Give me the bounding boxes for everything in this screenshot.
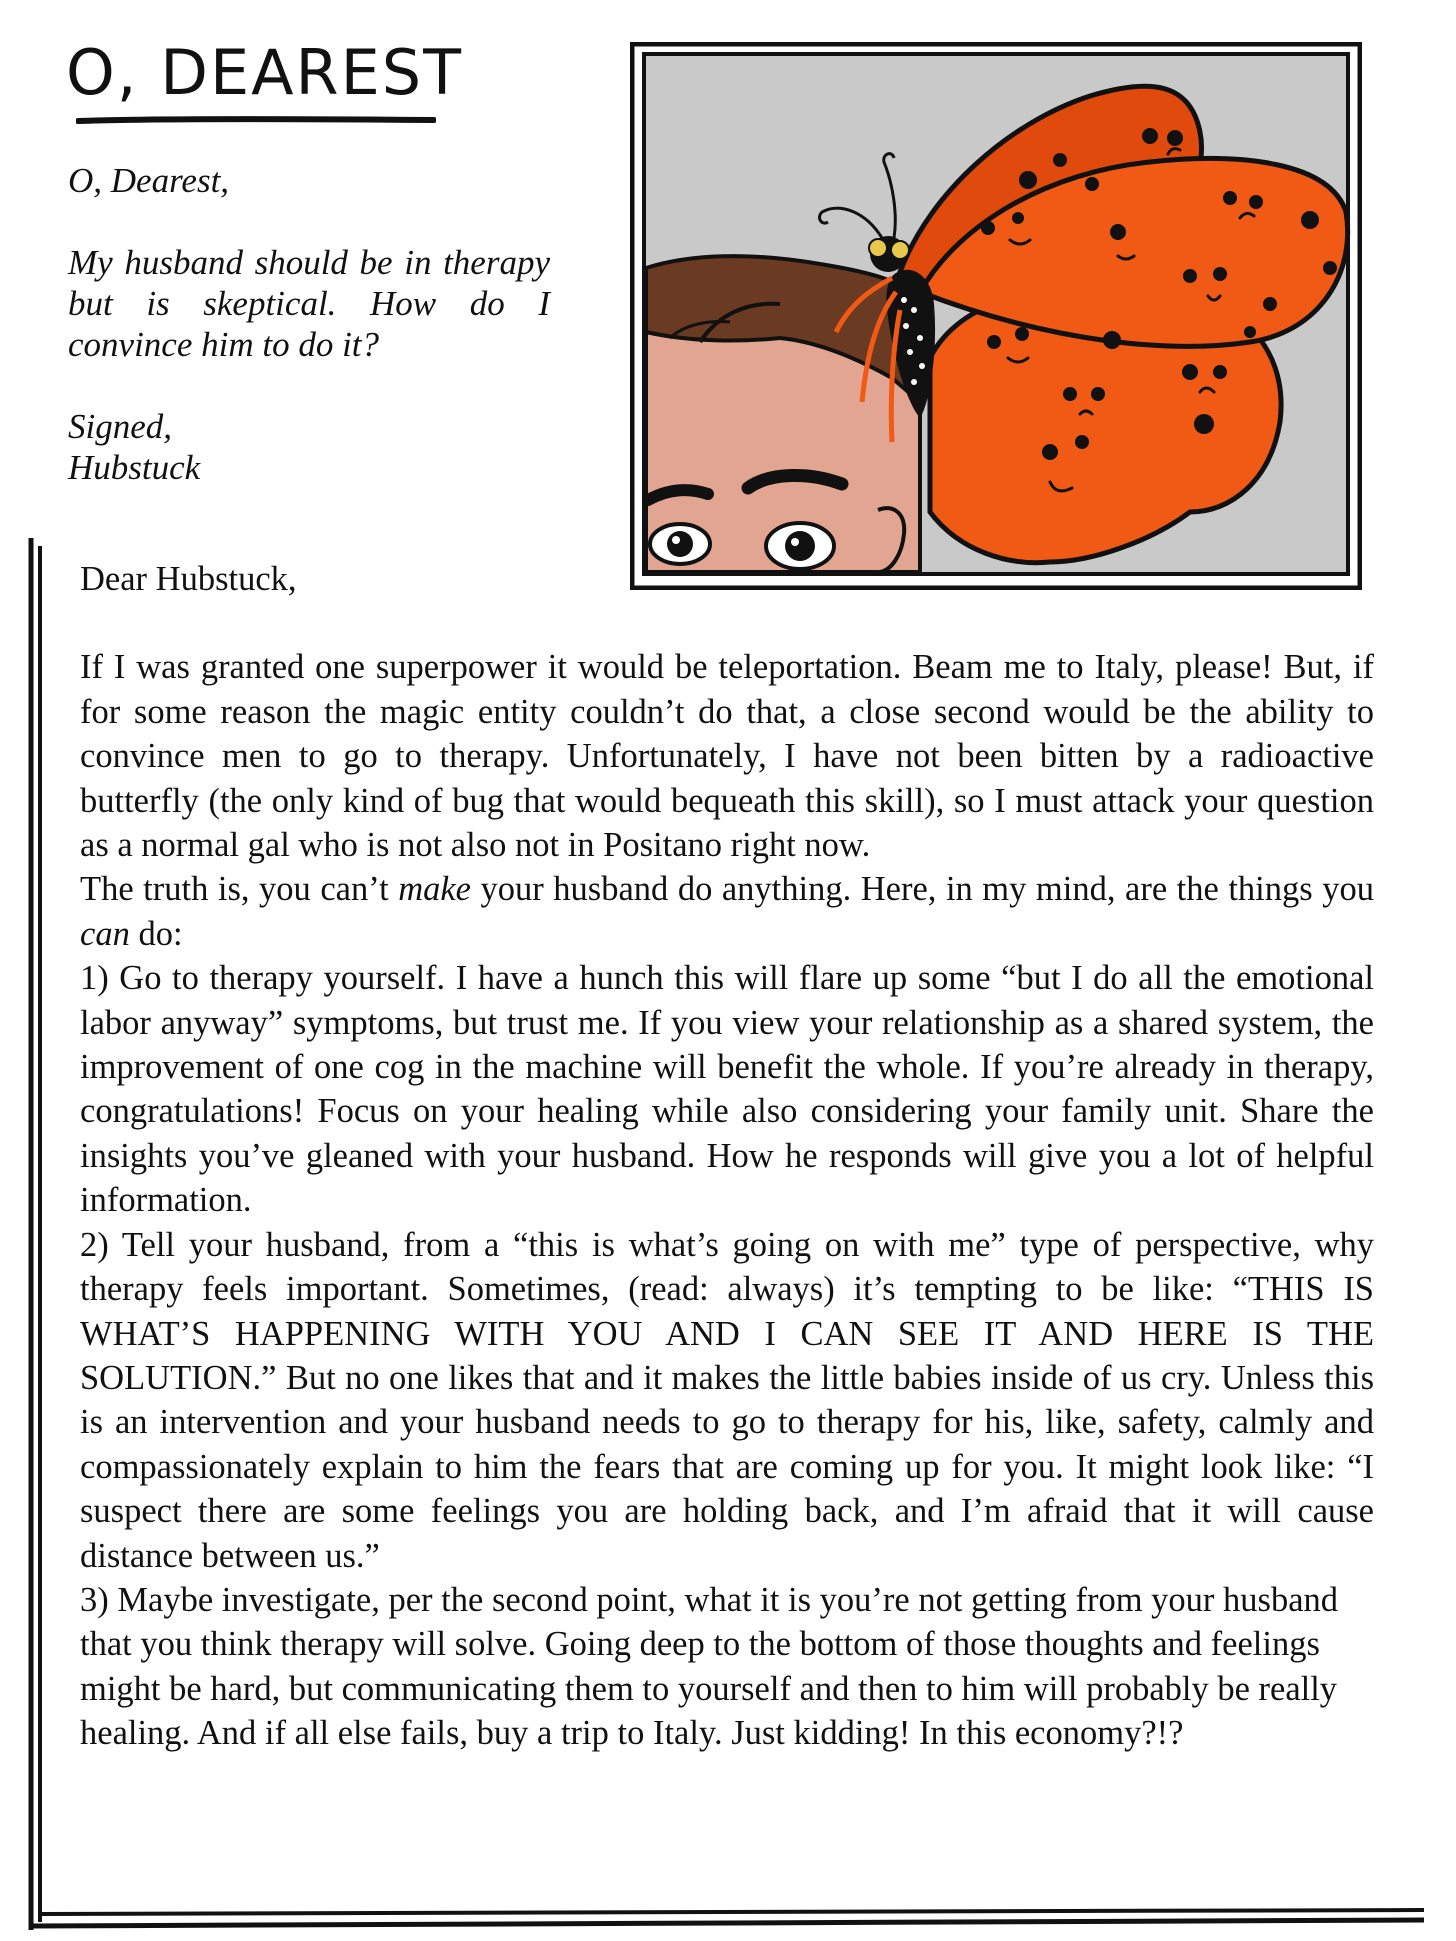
letter-signoff: Signed, — [68, 407, 173, 446]
reply-truth-can: can — [80, 914, 130, 953]
reply-truth-c: your husband do anything. Here, in my mind, are the things you — [470, 870, 1374, 909]
reply-point-1: 1) Go to therapy yourself. I have a hunch this will flare up some “but I do all the emotional labor anyway” symptoms, but trust me. If you view your relationship as a shared system, the improvement of one cog in the machine will benefit the whole. If you’re already in therapy, congratulations! Focus on your healing while also considering your family unit. Share the insights you’ve gleaned with your husband. How he responds will give you a lot of helpful information. — [80, 959, 1374, 1220]
reply-point-3: 3) Maybe investigate, per the second point, what it is you’re not getting from your husband that you think therapy will solve. Going deep to the bottom of those thoughts and feelings might be hard, but communicating them to yourself and then to him will probably be really healing. And if all else fails, buy a trip to Italy. Just kidding! In this economy?!? — [80, 1580, 1339, 1753]
reply-truth-make: make — [398, 870, 471, 909]
reply-paragraph-truth — [80, 867, 1374, 956]
letter-signature: Hubstuck — [68, 448, 201, 487]
letter-salutation: O, Dearest, — [68, 161, 230, 200]
reply-truth-e: do: — [129, 914, 183, 953]
butterfly-on-head-illustration — [630, 42, 1362, 590]
reply-greeting: Dear Hubstuck, — [80, 560, 297, 598]
advice-reply — [80, 557, 1374, 1756]
reply-truth-a: The truth is, you can’t — [80, 870, 399, 909]
title-underline — [76, 113, 436, 127]
reply-point-2: 2) Tell your husband, from a “this is what’s going on with me” type of perspective, why therapy feels important. Sometimes, (read: always) it’s tempting to be like: “THIS IS WHAT’S HAPPENING WITH YOU AND I CAN SEE IT AND HERE IS THE SOLUTION.” But no one likes that and it makes the little babies inside of us cry. Unless this is an intervention and your husband needs to go to therapy for his, like, safety, calmly and compassionately explain to him the fears that are coming up for you. It might look like: “I suspect there are some feelings you are holding back, and I’m afraid that it will cause distance between us.” — [80, 1225, 1374, 1575]
reader-letter — [68, 160, 550, 488]
letter-body: My husband should be in therapy but is skeptical. How do I convince him to do it? — [68, 243, 550, 364]
reply-paragraph-intro: If I was granted one superpower it would be teleportation. Beam me to Italy, please! But, if for some reason the magic entity couldn’t do that, a close second would be the ability to convince men to go to therapy. Unfortunately, I have not been bitten by a radioactive butterfly (the only kind of bug that would bequeath this skill), so I must attack your question as a normal gal who is not also not in Positano right now. — [80, 648, 1374, 865]
column-title: O, DEAREST — [66, 36, 464, 109]
